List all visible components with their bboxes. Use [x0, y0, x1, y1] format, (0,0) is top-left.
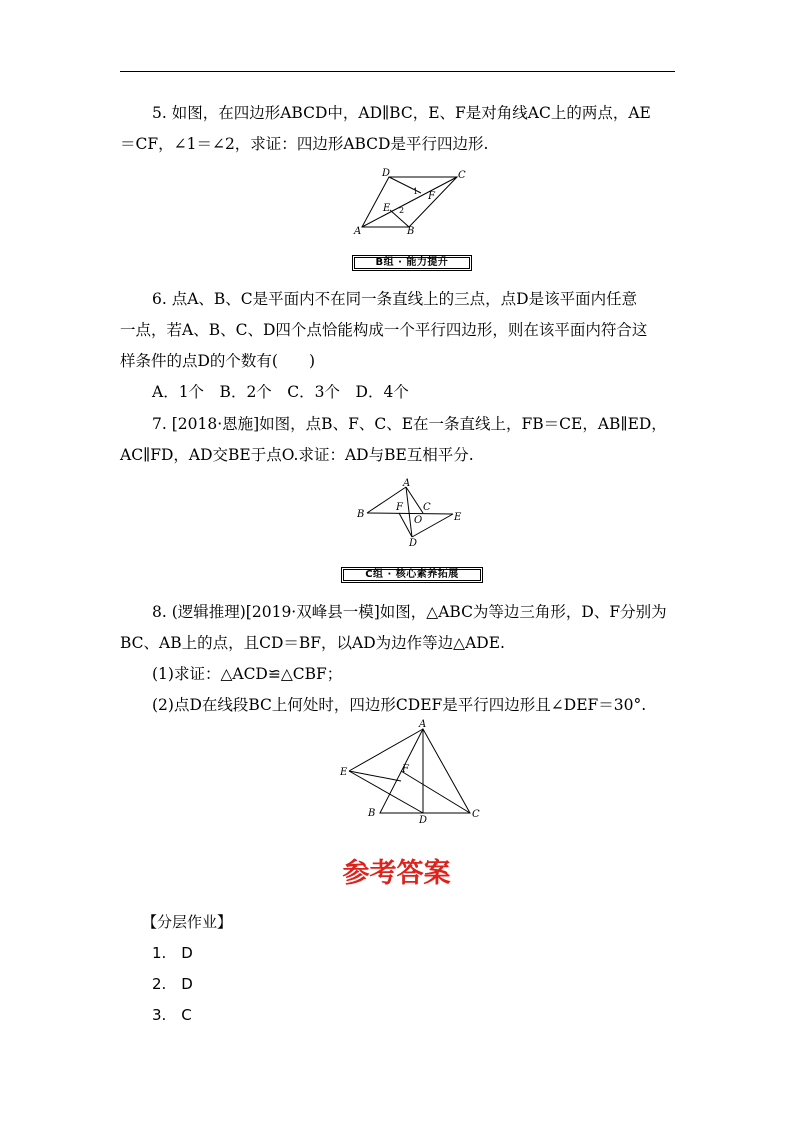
q8-label-c: C — [472, 809, 480, 820]
header-rule — [120, 71, 675, 72]
banner-group-b-text: B组 · 能力提升 — [375, 257, 449, 268]
answers-title: 参考答案 — [342, 858, 451, 889]
q7-label-f: F — [396, 502, 403, 513]
q5-label-f: F — [428, 191, 435, 202]
banner-group-c-text: C组 · 核心素养拓展 — [365, 569, 459, 580]
q7-label-o: O — [414, 515, 423, 526]
q7-line1: 7. [2018·恩施]如图，点B、F、C、E在一条直线上，FB＝CE，AB∥ED， — [152, 415, 667, 433]
q5-label-angle2: 2 — [399, 206, 405, 215]
q6-line3: 样条件的点D的个数有( ) — [120, 352, 316, 370]
banner-group-c — [341, 567, 483, 583]
q8-part2: (2)点D在线段BC上何处时，四边形CDEF是平行四边形且∠DEF＝30°. — [152, 696, 647, 714]
answers-section-heading: 【分层作业】 — [142, 913, 233, 931]
q6-options: A．1个 B．2个 C．3个 D．4个 — [152, 383, 409, 401]
banner-group-b — [352, 255, 472, 271]
q5-label-a: A — [354, 226, 362, 236]
q6-line2: 一点，若A、B、C、D四个点恰能构成一个平行四边形，则在该平面内符合这 — [120, 321, 648, 339]
q8-line2: BC、AB上的点，且CD＝BF，以AD为边作等边△ADE. — [120, 634, 505, 652]
q8-line1: 8. (逻辑推理)[2019·双峰县一模]如图，△ABC为等边三角形，D、F分别为 — [152, 603, 667, 621]
q5-parallelogram-figure — [345, 166, 475, 236]
answer-2: 2. D — [152, 975, 193, 993]
q7-label-b: B — [357, 509, 365, 520]
q8-label-e: E — [340, 767, 348, 778]
q5-line1: 5. 如图，在四边形ABCD中，AD∥BC，E、F是对角线AC上的两点，AE — [152, 104, 651, 122]
q5-label-d: D — [382, 168, 391, 179]
q7-figure — [355, 476, 465, 546]
q7-label-a: A — [403, 478, 411, 489]
q5-label-b: B — [407, 226, 415, 236]
q5-label-c: C — [458, 170, 466, 181]
q8-label-f: F — [402, 764, 409, 775]
q8-label-b: B — [368, 808, 376, 819]
answer-3: 3. C — [152, 1006, 192, 1024]
q6-line1: 6. 点A、B、C是平面内不在同一条直线上的三点，点D是该平面内任意 — [152, 290, 638, 308]
answer-1: 1. D — [152, 944, 193, 962]
q7-label-d: D — [409, 538, 418, 546]
q5-label-angle1: 1 — [413, 187, 419, 196]
q7-label-e: E — [454, 512, 462, 523]
q5-label-e: E — [383, 203, 391, 214]
q8-label-a: A — [419, 719, 427, 730]
q5-line2: ＝CF，∠1＝∠2，求证：四边形ABCD是平行四边形. — [120, 135, 489, 153]
q8-part1: (1)求证：△ACD≌△CBF； — [152, 665, 343, 683]
q7-line2: AC∥FD，AD交BE于点O.求证：AD与BE互相平分. — [120, 446, 474, 464]
q7-label-c: C — [423, 502, 431, 513]
q8-figure — [335, 716, 485, 828]
q8-label-d: D — [419, 815, 428, 826]
